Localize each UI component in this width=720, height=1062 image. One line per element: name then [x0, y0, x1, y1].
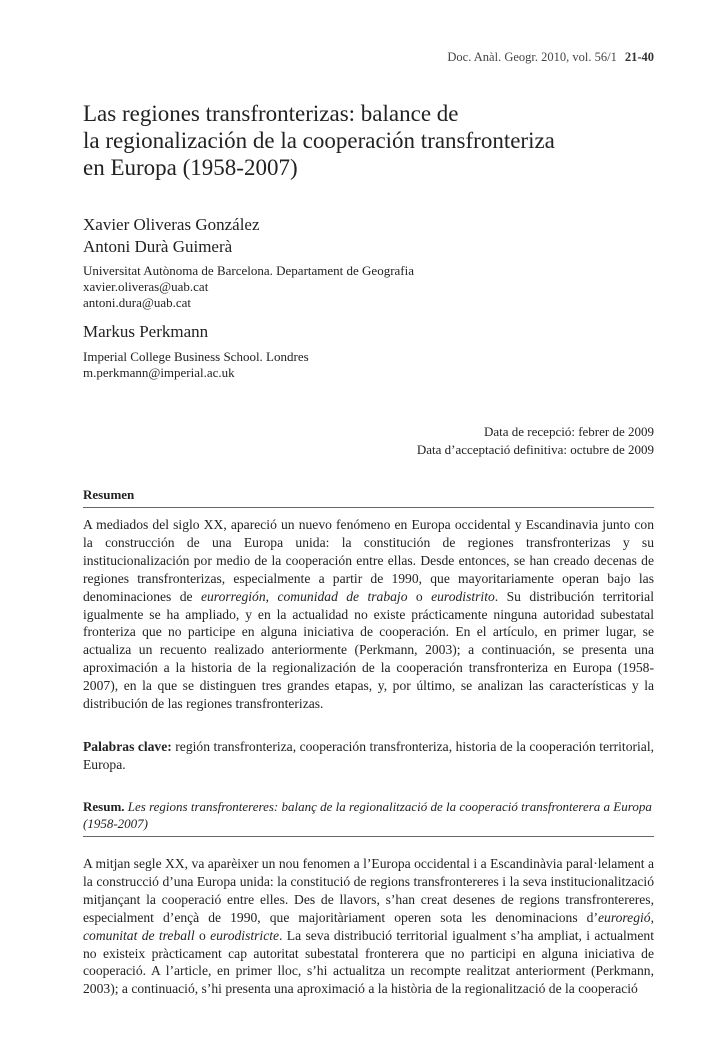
abstract-term: eurodistricte [210, 927, 280, 943]
keywords-label: Palabras clave: [83, 739, 172, 754]
author-name: Markus Perkmann [83, 322, 209, 341]
abstract-term: eurodistrito [431, 588, 495, 604]
email[interactable]: m.perkmann@imperial.ac.uk [83, 365, 235, 380]
abstract-text: . La seva distribució territorial igualment s’ha ampliat, i actualment no existeix pràcticament cap autoritat subestatal fronterera que no participi en alguna iniciativa de cooperació. A l’article, en primer lloc, s’hi actualitza un recompte realitzat anteriorment (Perkmann, 2003); a continuació, s’hi presenta una aproximació a la història de la regionalització de la cooperació [83, 927, 654, 997]
separator: , [650, 909, 654, 925]
abstract-text: . Su distribución territorial igualmente se ha ampliado, y en la actualidad no existe prácticamente ninguna autoridad subestatal fronteriza que no participe en alguna iniciativa de cooperación. En el artículo, en primer lugar, se actualiza un recuento realizado anteriormente (Perkmann, 2003); a continuación, se presenta una aproximación a la historia de la regionalización de la cooperación transfronteriza en Europa (1958-2007), en la que se distinguen tres grandes etapas, y, por último, se analizan las características y la distribución de las regiones transfronterizas. [83, 588, 654, 712]
resum-heading [83, 798, 654, 837]
author-affiliation [83, 263, 414, 311]
accepted-date: Data d’acceptació definitiva: octubre de 2009 [416, 442, 654, 457]
title-line-1: Las regiones transfronterizas: balance de [83, 101, 459, 126]
separator: , [265, 588, 278, 604]
running-header [447, 50, 654, 65]
article-title [83, 100, 653, 181]
journal-citation: Doc. Anàl. Geogr. 2010, vol. 56/1 [447, 50, 617, 64]
title-line-3: en Europa (1958-2007) [83, 155, 298, 180]
resumen-heading: Resumen [83, 487, 654, 508]
abstract-term: euroregió [597, 909, 651, 925]
institution: Imperial College Business School. Londres [83, 349, 309, 364]
received-date: Data de recepció: febrer de 2009 [484, 424, 654, 439]
abstract-term: eurorregión [200, 588, 266, 604]
separator: o [194, 927, 211, 943]
title-line-2: la regionalización de la cooperación transfronteriza [83, 128, 555, 153]
abstract-text: A mitjan segle XX, va aparèixer un nou fenomen a l’Europa occidental i a Escandinàvia paral·lelament a la construcció d’una Europa unida: la constitució de regions transfrontereres i la seva institucionalització mitjançant la cooperació entre elles. Des de llavors, s’han creat desenes de regions transfrontereres, especialment d’ençà de 1990, que majoritàriament operen sota les denominacions d’ [83, 856, 654, 925]
author-name: Xavier Oliveras González [83, 215, 260, 234]
email[interactable]: xavier.oliveras@uab.cat [83, 279, 209, 294]
resum-label: Resum. [83, 799, 125, 814]
abstract-text: A mediados del siglo XX, apareció un nuevo fenómeno en Europa occidental y Escandinavia junto con la construcción de una Europa unida: la constitución de regiones transfronterizas y su institucionalización por medio de la cooperación entre ellas. Desde entonces, se han creado decenas de regiones transfronterizas, especialmente a partir de 1990, que mayoritariamente operan bajo las denominaciones de [83, 517, 654, 604]
author-affiliation [83, 349, 309, 381]
author-name: Antoni Durà Guimerà [83, 237, 233, 256]
resumen-abstract [83, 516, 654, 713]
abstract-term: comunitat de treball [83, 927, 195, 943]
separator: o [407, 588, 432, 604]
institution: Universitat Autònoma de Barcelona. Departament de Geografia [83, 263, 415, 278]
email[interactable]: antoni.dura@uab.cat [83, 295, 191, 310]
resum-abstract [83, 855, 654, 998]
keywords-text: región transfronteriza, cooperación transfronteriza, historia de la cooperación territorial, Europa. [83, 739, 655, 772]
resum-title: Les regions transfrontereres: balanç de la regionalització de la cooperació transfronterera a Europa (1958-2007) [83, 799, 652, 831]
page-range: 21-40 [624, 50, 654, 64]
keywords [83, 738, 654, 774]
abstract-term: comunidad de trabajo [277, 588, 408, 604]
submission-dates [417, 423, 654, 459]
